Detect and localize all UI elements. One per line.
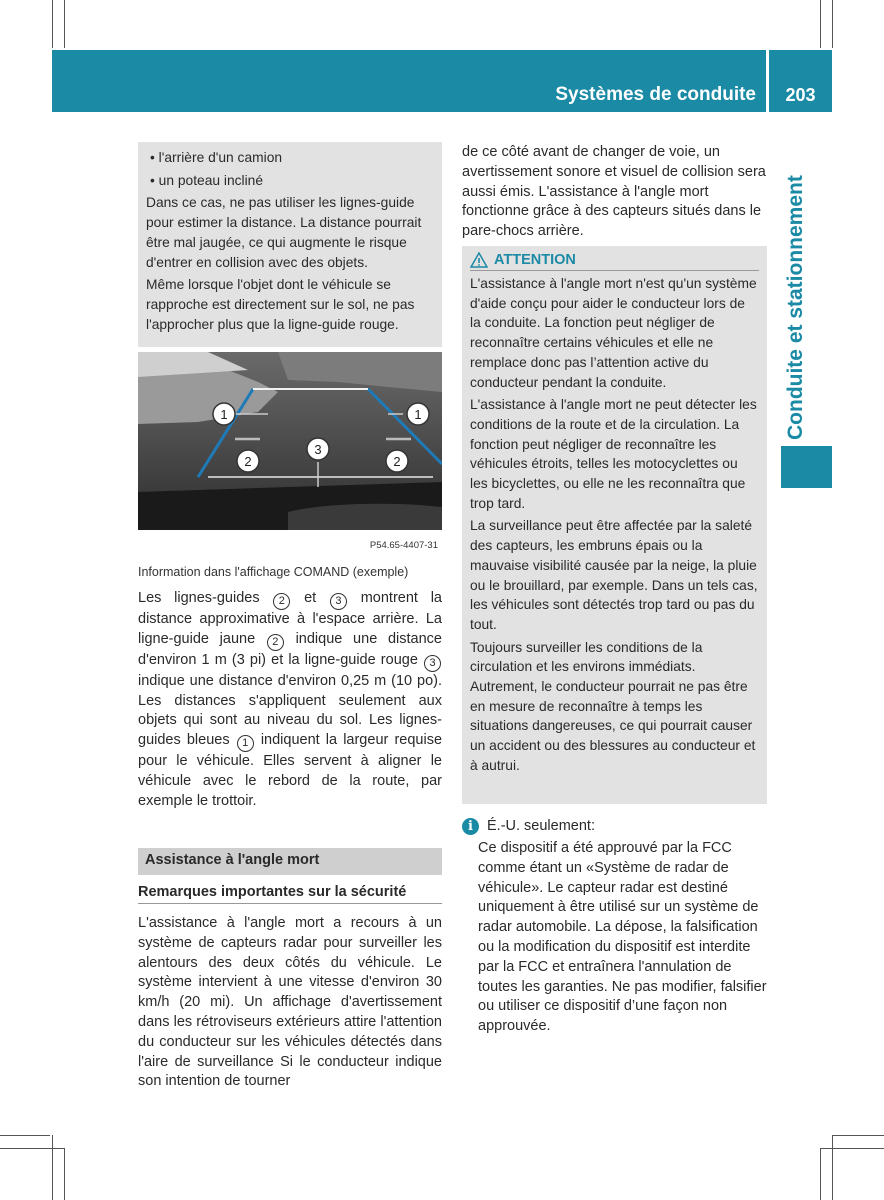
warning-paragraph: L'assistance à l'angle mort ne peut détecter les conditions de la route et de la circulation. La fonction peut négliger de reconnaître les véhicules étroits, telles les motocyclettes ou les bicyclettes, ou elle ne les reconnaîtra que trop tard. xyxy=(470,397,757,511)
svg-text:1: 1 xyxy=(414,407,422,422)
blind-spot-paragraph: L'assistance à l'angle mort a recours à un système de capteurs radar pour surveiller les alentours des deux côtés du véhicule. Le système intervient à une vitesse d'environ 30 km/h (20 mi). Un affichage d'avertissement dans les rétroviseurs extérieurs attire l'attention du conducteur sur les véhicules détectés dans l'aire de surveillance Si le conducteur indique son intention de tourner xyxy=(138,915,442,1090)
callout-ref-2: 2 xyxy=(267,634,284,651)
crop-mark xyxy=(0,1148,64,1149)
crop-mark xyxy=(64,0,65,48)
side-tab-marker xyxy=(781,446,832,488)
guide-lines-paragraph: Les lignes-guides 2 et 3 montrent la distance approximative à l'espace arrière. La ligne-guide jaune 2 indique une distance d'environ 1 m (3 pi) et la ligne-guide rouge 3 indique une distance d'environ 0,25 m (10 po). Les distances s'appliquent seulement aux objets qui sont au niveau du sol. Les lignes-guides bleues 1 indiquent la largeur requise pour le véhicule. Elles servent à aligner le véhicule avec le rebord de la route, par exemple le trottoir. xyxy=(138,590,443,809)
note-box xyxy=(138,142,442,347)
info-title: É.-U. seulement: xyxy=(487,818,595,834)
header-title: Systèmes de conduite xyxy=(555,84,756,105)
subsection-title: Remarques importantes sur la sécurité xyxy=(138,884,442,904)
callout-1-right xyxy=(407,403,429,425)
camera-figure xyxy=(138,352,442,530)
note-paragraph: Dans ce cas, ne pas utiliser les lignes-guide pour estimer la distance. La distance pourrait être mal jaugée, ce qui augmente le risque d'entrer en collision avec des objets. xyxy=(146,195,422,270)
callout-3 xyxy=(307,438,329,460)
crop-mark xyxy=(832,0,833,48)
svg-text:2: 2 xyxy=(244,454,252,469)
callout-ref-1: 1 xyxy=(237,735,254,752)
svg-text:3: 3 xyxy=(314,442,322,457)
bullet-item: • l'arrière d'un camion xyxy=(150,150,283,165)
crop-mark xyxy=(820,1148,884,1149)
crop-mark xyxy=(64,1148,65,1200)
figure-caption: Information dans l'affichage COMAND (exemple) xyxy=(138,565,409,579)
left-column xyxy=(138,142,442,347)
warning-box xyxy=(462,246,767,804)
warning-paragraph: L'assistance à l'angle mort n'est qu'un système d'aide conçu pour aider le conducteur lors de la conduite. La fonction peut négliger de reconnaître certains véhicules et elle ne remplace donc pas l’attention active du conducteur pendant la conduite. xyxy=(470,276,757,390)
camera-image xyxy=(138,352,442,530)
page-number-box xyxy=(769,50,832,112)
info-text: Ce dispositif a été approuvé par la FCC comme étant un «Système de radar de véhicule». Le capteur radar est destiné uniquement à être utilisé sur un système de radar automobile. La dépose, la falsification ou la modification du dispositif est interdite par la FCC et entraînera l'annulation de toutes les garanties. Ne pas modifier, falsifier ou utiliser ce dispositif d’une façon non approuvée. xyxy=(478,840,767,1035)
svg-text:1: 1 xyxy=(220,407,228,422)
crop-mark xyxy=(820,0,821,48)
warning-title: ATTENTION xyxy=(470,252,759,271)
page-number: 203 xyxy=(785,85,816,105)
callout-ref-3: 3 xyxy=(330,593,347,610)
intro-paragraph: de ce côté avant de changer de voie, un avertissement sonore et visuel de collision sera aussi émis. L'assistance à l'angle mort fonctionne grâce à des capteurs situés dans le pare-chocs arrière. xyxy=(462,144,766,240)
crop-mark xyxy=(832,1135,833,1200)
note-paragraph: Même lorsque l'objet dont le véhicule se rapproche est directement sur le sol, ne pas l'approcher plus que la ligne-guide rouge. xyxy=(146,277,415,332)
callout-2-left xyxy=(237,450,259,472)
section-title: Assistance à l'angle mort xyxy=(138,848,442,875)
callout-1-left xyxy=(213,403,235,425)
side-tab-label: Conduite et stationnement xyxy=(784,175,807,440)
warning-paragraph: La surveillance peut être affectée par la saleté des capteurs, les embruns épais ou la mauvaise visibilité causée par la neige, la pluie ou le brouillard, par exemple. Dans un tels cas, les véhicules sont détectés trop tard ou pas du tout. xyxy=(470,518,758,632)
warning-triangle-icon xyxy=(470,252,488,268)
crop-mark xyxy=(52,1135,53,1200)
svg-text:2: 2 xyxy=(393,454,401,469)
callout-ref-3: 3 xyxy=(424,655,441,672)
crop-mark xyxy=(0,1135,50,1136)
page-header xyxy=(52,50,766,112)
figure-code: P54.65-4407-31 xyxy=(369,540,438,551)
info-icon: i xyxy=(462,818,479,835)
crop-mark xyxy=(52,0,53,48)
warning-paragraph: Toujours surveiller les conditions de la circulation et les environs immédiats. Autrement, le conducteur pourrait ne pas être en mesure de reconnaître à temps les situations dangereuses, ce qui pourrait causer un accident ou des blessures au conducteur et à autrui. xyxy=(470,639,756,773)
crop-mark xyxy=(832,1135,884,1136)
callout-2-right xyxy=(386,450,408,472)
bullet-item: • un poteau incliné xyxy=(150,172,263,188)
callout-ref-2: 2 xyxy=(273,593,290,610)
crop-mark xyxy=(820,1148,821,1200)
